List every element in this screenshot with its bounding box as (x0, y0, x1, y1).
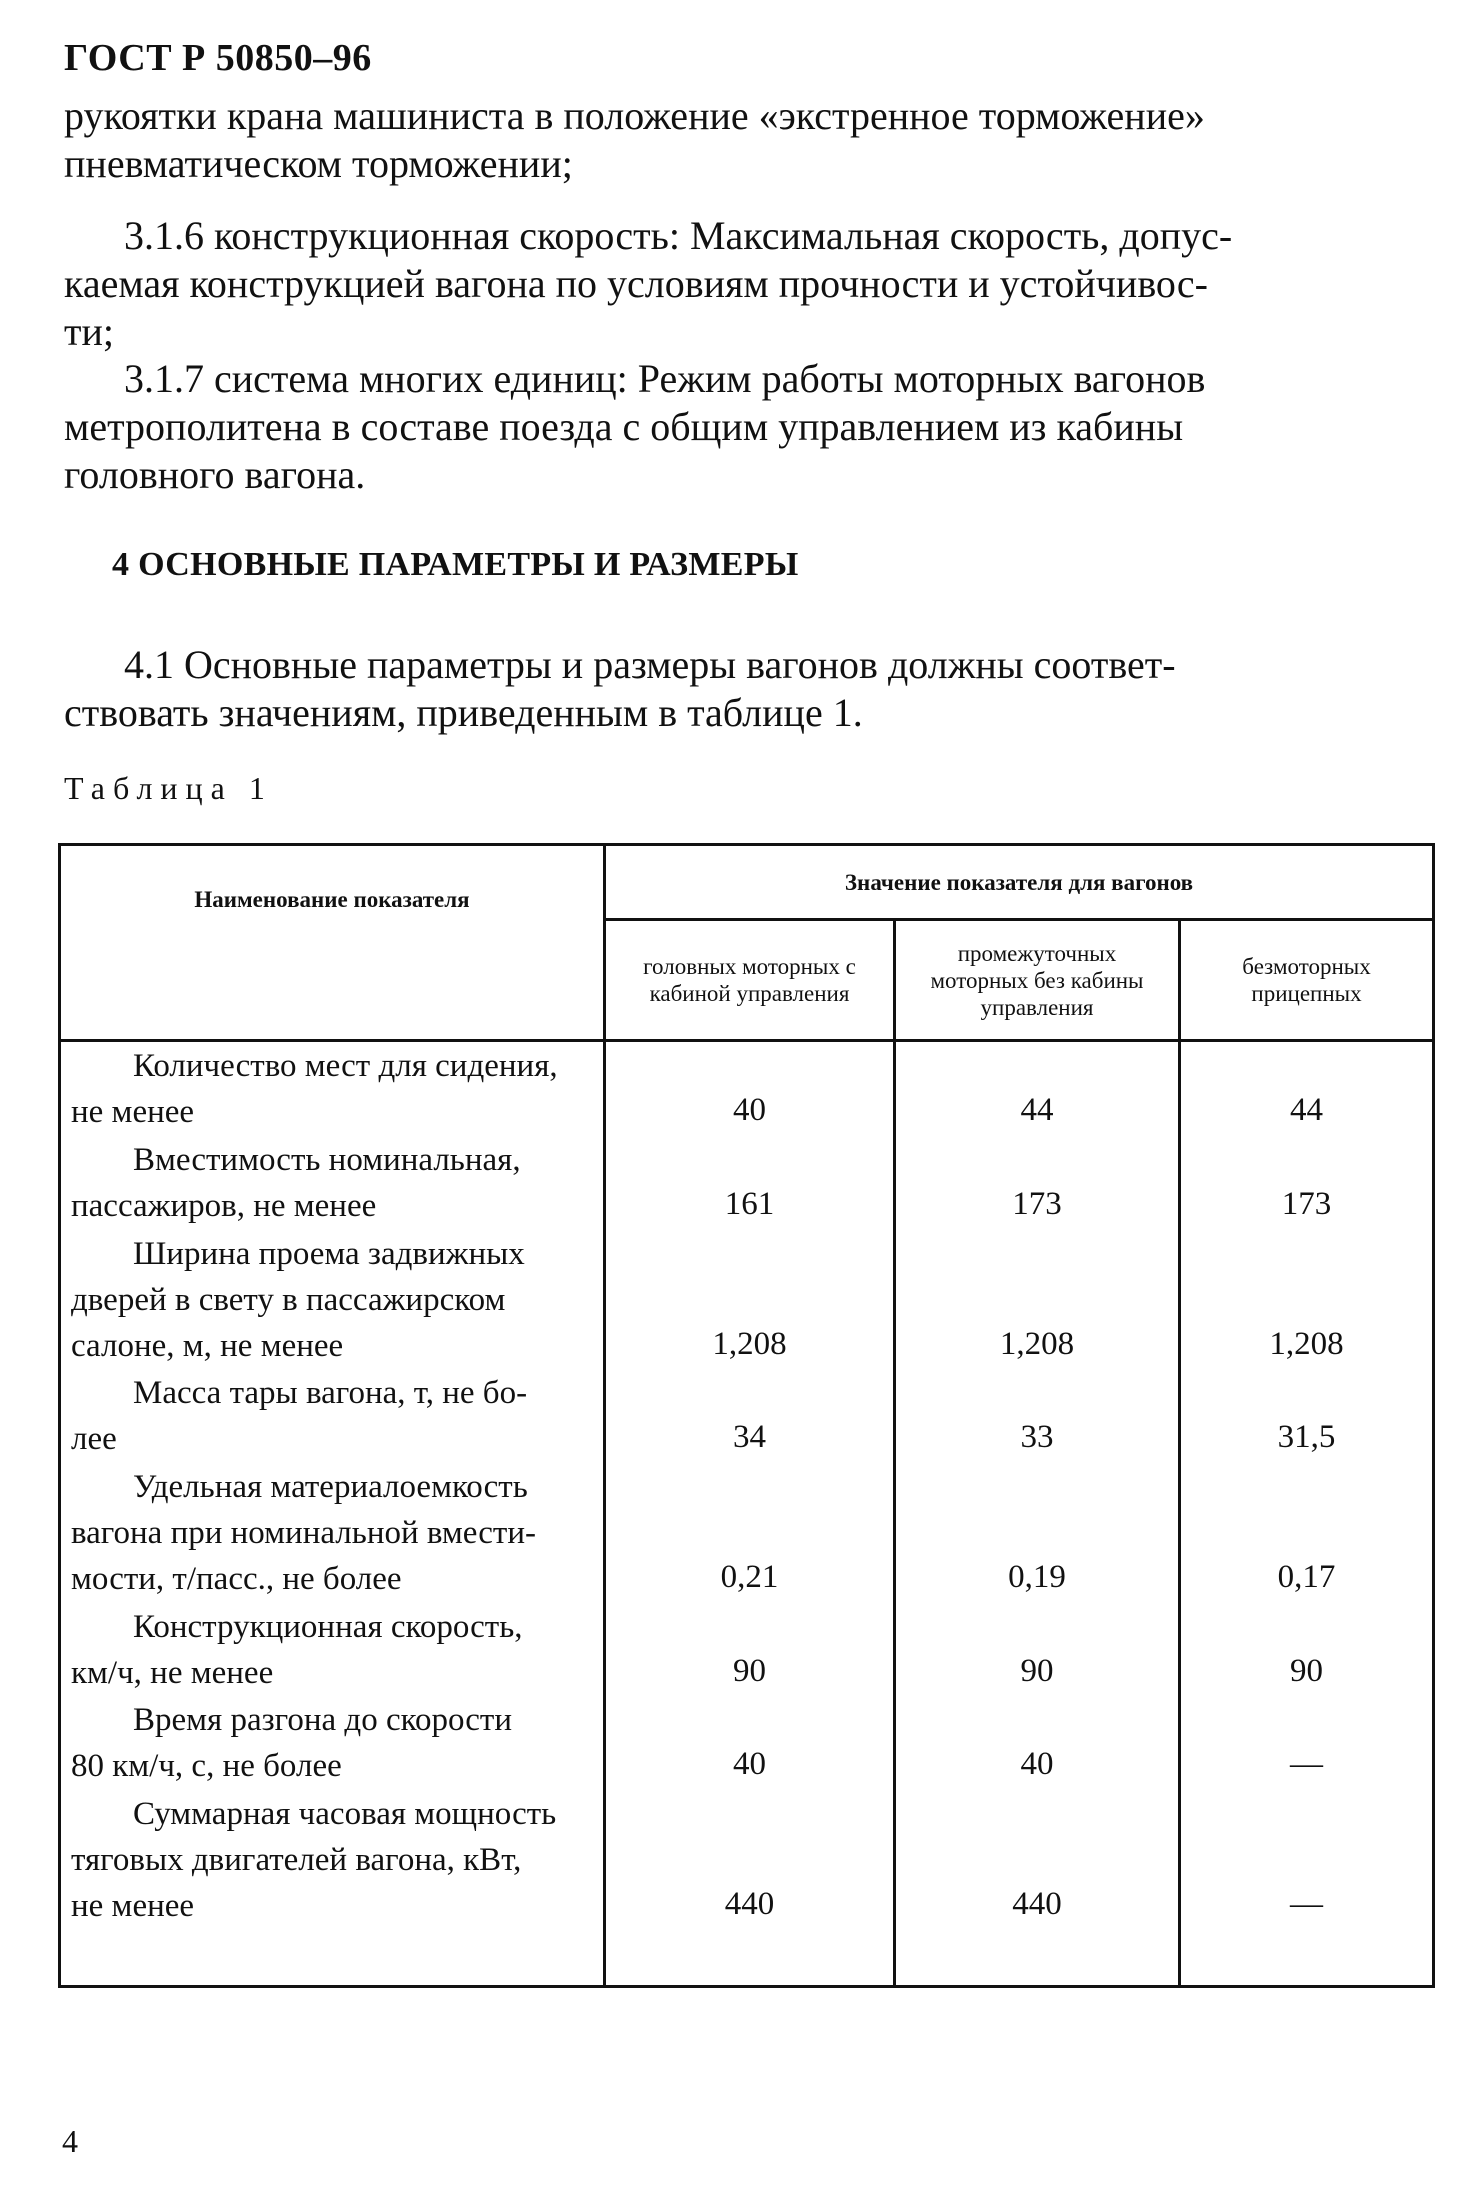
table-row (60, 1369, 1434, 1462)
row-label: Количество мест для сидения, не менее (60, 1041, 605, 1136)
header-col-head-motor: головных моторных с кабиной управления (605, 920, 895, 1041)
row-value: — (1180, 1696, 1434, 1789)
row-label: Вместимость номинальная, пассажиров, не менее (60, 1135, 605, 1228)
spacer-cell (605, 1929, 895, 1987)
paragraph-3-1-7 (64, 355, 1420, 499)
document-header: ГОСТ Р 50850–96 (64, 37, 372, 79)
row-label: Ширина проема задвижных дверей в свету в пассажирском салоне, м, не менее (60, 1229, 605, 1369)
text-line: ти; (64, 309, 114, 354)
table-row (60, 1462, 1434, 1602)
spacer-cell (895, 1929, 1180, 1987)
row-value: 440 (895, 1789, 1180, 1929)
row-value: 440 (605, 1789, 895, 1929)
row-value: 173 (895, 1135, 1180, 1228)
row-value: 1,208 (1180, 1229, 1434, 1369)
table-row (60, 1229, 1434, 1369)
parameters-table (58, 843, 1435, 1988)
header-value-group: Значение показателя для вагонов (605, 845, 1434, 920)
text-line: 3.1.6 конструкционная скорость: Максимальная скорость, допус- (124, 213, 1233, 258)
row-label: Масса тары вагона, т, не бо- лее (60, 1369, 605, 1462)
table-row (60, 1789, 1434, 1929)
header-indicator-name: Наименование показателя (60, 845, 605, 1041)
text-line: 4.1 Основные параметры и размеры вагонов должны соответ- (124, 642, 1176, 687)
table-row (60, 1135, 1434, 1228)
row-value: 31,5 (1180, 1369, 1434, 1462)
row-value: 0,19 (895, 1462, 1180, 1602)
page-number: 4 (62, 2123, 78, 2159)
table-row (60, 1602, 1434, 1695)
row-value: 44 (1180, 1041, 1434, 1136)
row-label: Удельная материалоемкость вагона при номинальной вмести- мости, т/пасс., не более (60, 1462, 605, 1602)
section-title: 4 ОСНОВНЫЕ ПАРАМЕТРЫ И РАЗМЕРЫ (112, 546, 799, 583)
text-line: метрополитена в составе поезда с общим управлением из кабины (64, 404, 1184, 449)
row-value: — (1180, 1789, 1434, 1929)
text-line: рукоятки крана машиниста в положение «экстренное торможение» (64, 93, 1205, 138)
header-col-trailer: безмоторных прицепных (1180, 920, 1434, 1041)
row-value: 34 (605, 1369, 895, 1462)
text-line: пневматическом торможении; (64, 141, 573, 186)
row-value: 90 (1180, 1602, 1434, 1695)
table-row (60, 1041, 1434, 1136)
spacer-cell (60, 1929, 605, 1987)
row-value: 0,21 (605, 1462, 895, 1602)
row-label: Конструкционная скорость, км/ч, не менее (60, 1602, 605, 1695)
row-value: 173 (1180, 1135, 1434, 1228)
row-value: 44 (895, 1041, 1180, 1136)
row-value: 90 (605, 1602, 895, 1695)
row-value: 33 (895, 1369, 1180, 1462)
row-value: 1,208 (895, 1229, 1180, 1369)
text-line: ствовать значениям, приведенным в таблице 1. (64, 690, 863, 735)
row-label: Время разгона до скорости 80 км/ч, с, не более (60, 1696, 605, 1789)
table-caption: Таблица 1 (64, 770, 273, 806)
row-value: 40 (605, 1696, 895, 1789)
paragraph-4-1 (64, 641, 1420, 737)
table-spacer-row (60, 1929, 1434, 1987)
row-label: Суммарная часовая мощность тяговых двигателей вагона, кВт, не менее (60, 1789, 605, 1929)
row-value: 40 (605, 1041, 895, 1136)
spacer-cell (1180, 1929, 1434, 1987)
text-line: головного вагона. (64, 452, 366, 497)
row-value: 161 (605, 1135, 895, 1228)
row-value: 40 (895, 1696, 1180, 1789)
header-col-intermediate-motor: промежуточных моторных без кабины управления (895, 920, 1180, 1041)
row-value: 1,208 (605, 1229, 895, 1369)
text-line: 3.1.7 система многих единиц: Режим работы моторных вагонов (124, 356, 1206, 401)
row-value: 90 (895, 1602, 1180, 1695)
text-line: каемая конструкцией вагона по условиям прочности и устойчивос- (64, 261, 1209, 306)
paragraph-3-1-6 (64, 212, 1420, 356)
row-value: 0,17 (1180, 1462, 1434, 1602)
table-row (60, 1696, 1434, 1789)
paragraph-continuation (64, 92, 1420, 188)
